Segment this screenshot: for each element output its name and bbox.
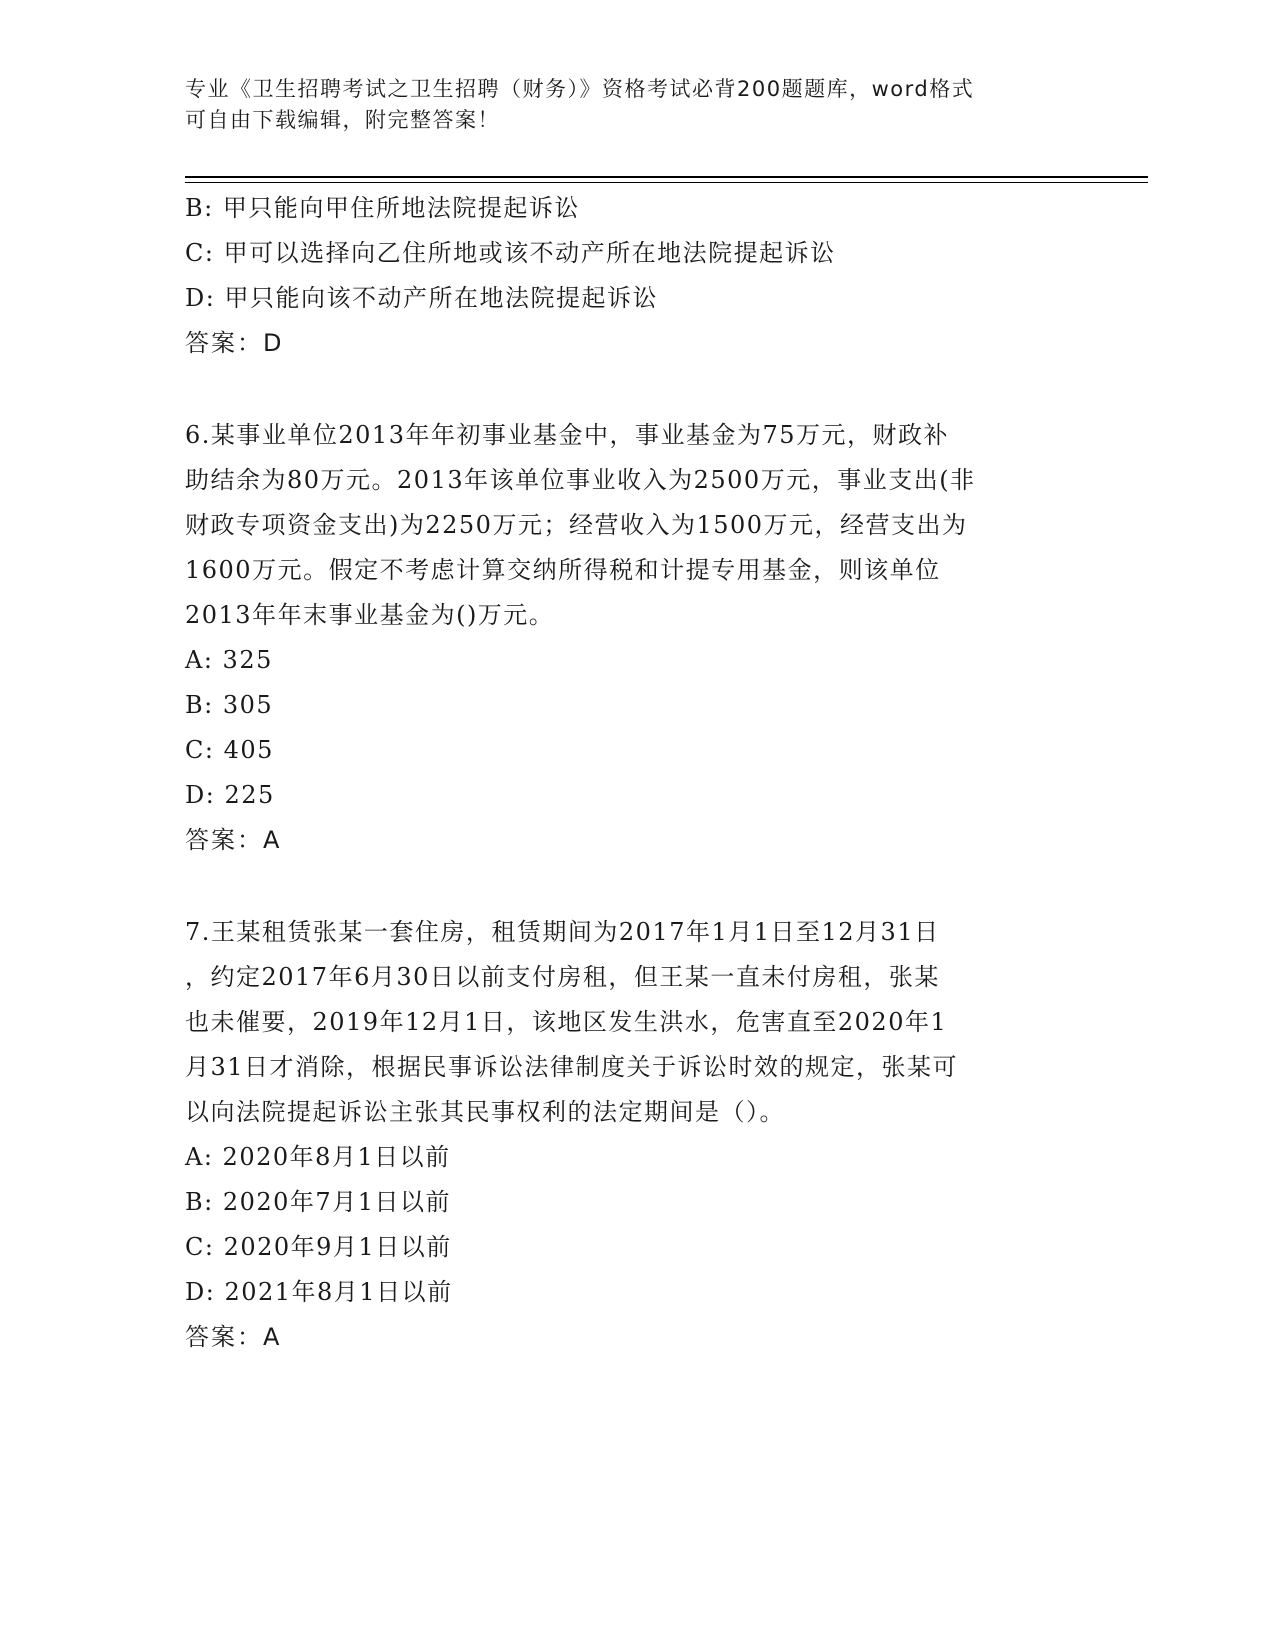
option-c: C: 2020年9月1日以前	[185, 1233, 452, 1261]
header-title-line-1: 专业《卫生招聘考试之卫生招聘（财务）》资格考试必背200题题库，word格式	[185, 77, 975, 101]
question-text-line: 以向法院提起诉讼主张其民事权利的法定期间是（）。	[185, 1098, 785, 1126]
question-text-line: 月31日才消除，根据民事诉讼法律制度关于诉讼时效的规定，张某可	[185, 1053, 959, 1081]
question-spacer	[185, 863, 1085, 910]
option-b: B: 2020年7月1日以前	[185, 1188, 451, 1216]
question-text-line: 助结余为80万元。2013年该单位事业收入为2500万元，事业支出(非	[185, 466, 976, 494]
option-b: B: 甲只能向甲住所地法院提起诉讼	[185, 194, 580, 222]
question-7	[185, 910, 1085, 1360]
option-d: D: 甲只能向该不动产所在地法院提起诉讼	[185, 284, 658, 312]
document-body	[185, 186, 1085, 1360]
option-d: D: 225	[185, 781, 275, 809]
option-a: A: 325	[185, 646, 273, 674]
question-text-line: 6.某事业单位2013年年初事业基金中，事业基金为75万元，财政补	[185, 421, 950, 449]
question-5-continued	[185, 186, 1085, 366]
question-text-line: 财政专项资金支出)为2250万元；经营收入为1500万元，经营支出为	[185, 511, 968, 539]
header-divider-thin	[185, 182, 1148, 183]
header-divider-thick	[185, 176, 1148, 178]
answer-line: 答案：A	[185, 1323, 282, 1351]
page-header	[185, 74, 1085, 136]
option-b: B: 305	[185, 691, 274, 719]
question-6	[185, 413, 1085, 863]
option-d: D: 2021年8月1日以前	[185, 1278, 453, 1306]
question-text-line: 2013年年末事业基金为()万元。	[185, 601, 555, 629]
question-spacer	[185, 366, 1085, 413]
option-a: A: 2020年8月1日以前	[185, 1143, 451, 1171]
option-c: C: 甲可以选择向乙住所地或该不动产所在地法院提起诉讼	[185, 239, 836, 267]
question-text-line: 7.王某租赁张某一套住房，租赁期间为2017年1月1日至12月31日	[185, 918, 940, 946]
answer-line: 答案：A	[185, 826, 282, 854]
question-text-line: ，约定2017年6月30日以前支付房租，但王某一直未付房租，张某	[185, 963, 940, 991]
question-text-line: 1600万元。假定不考虑计算交纳所得税和计提专用基金，则该单位	[185, 556, 941, 584]
answer-line: 答案：D	[185, 329, 284, 357]
option-c: C: 405	[185, 736, 274, 764]
question-text-line: 也未催要，2019年12月1日，该地区发生洪水，危害直至2020年1	[185, 1008, 948, 1036]
header-title-line-2: 可自由下载编辑，附完整答案！	[185, 108, 500, 132]
